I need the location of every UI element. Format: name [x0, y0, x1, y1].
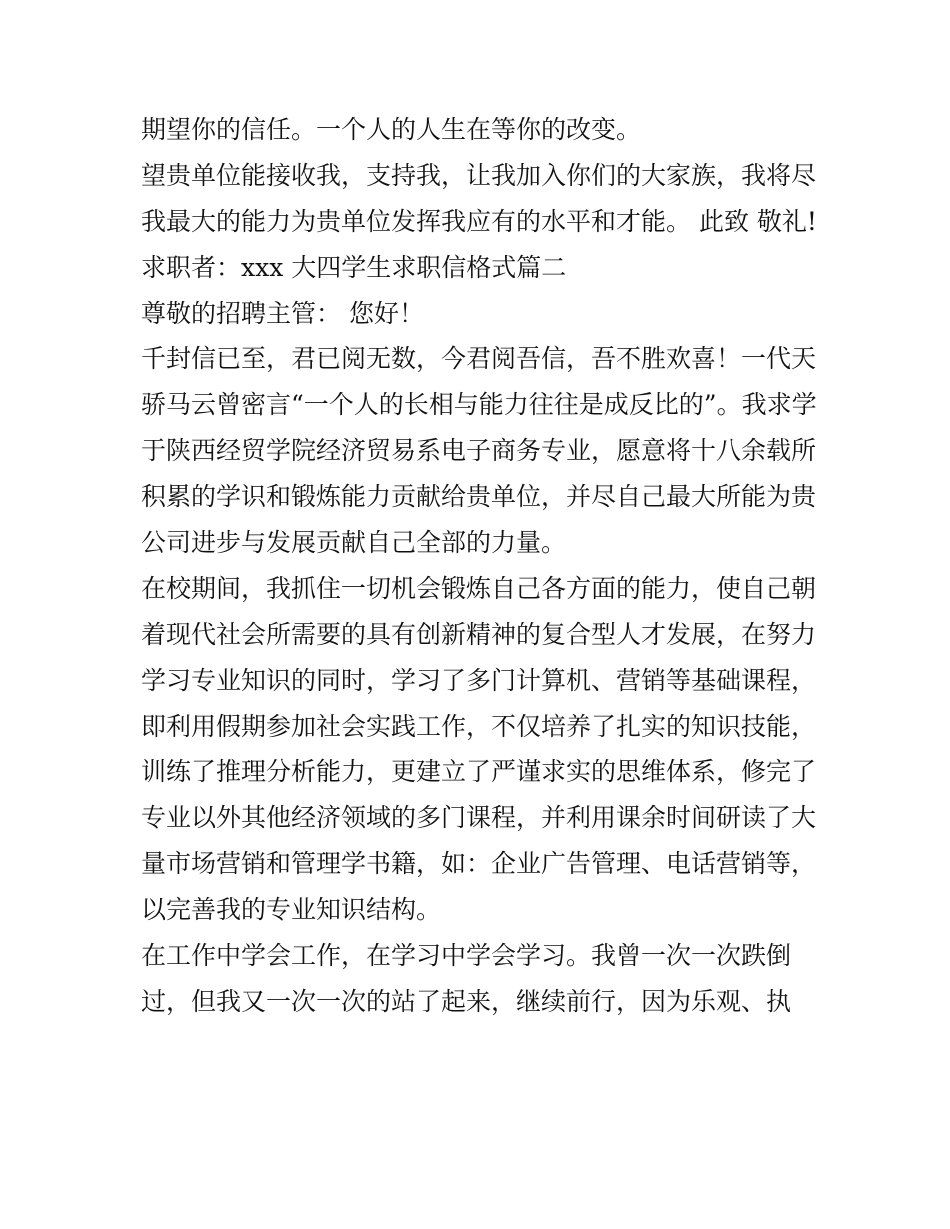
text-line: 期望你的信任。一个人的人生在等你的改变。 — [141, 115, 642, 144]
text-line: 求职者：xxx 大四学生求职信格式篇二 — [141, 252, 567, 282]
text-line: 在校期间，我抓住一切机会锻炼自己各方面的能力，使自己朝 — [141, 573, 817, 603]
text-line: 积累的学识和锻炼能力贡献给贵单位，并尽自己最大所能为贵 — [141, 482, 817, 512]
text-line: 望贵单位能接收我，支持我，让我加入你们的大家族，我将尽 — [141, 160, 817, 190]
text-line: 于陕西经贸学院经济贸易系电子商务专业，愿意将十八余载所 — [141, 436, 817, 466]
text-line: 千封信已至，君已阅无数，今君阅吾信，吾不胜欢喜！一代天 — [141, 344, 817, 374]
text-line: 学习专业知识的同时，学习了多门计算机、营销等基础课程， — [141, 665, 817, 695]
text-line: 着现代社会所需要的具有创新精神的复合型人才发展，在努力 — [141, 619, 817, 649]
text-line: 专业以外其他经济领域的多门课程，并利用课余时间研读了大 — [141, 803, 817, 833]
text-line: 骄马云曾密言“一个人的长相与能力往往是成反比的”。我求学 — [141, 390, 817, 420]
text-line: 公司进步与发展贡献自己全部的力量。 — [141, 528, 567, 558]
document-body — [141, 107, 821, 1025]
text-line: 训练了推理分析能力，更建立了严谨求实的思维体系，修完了 — [141, 757, 817, 787]
text-line: 我最大的能力为贵单位发挥我应有的水平和才能。 此致 敬礼! — [141, 206, 817, 236]
text-line: 量市场营销和管理学书籍，如：企业广告管理、电话营销等， — [141, 849, 817, 879]
text-line: 即利用假期参加社会实践工作，不仅培养了扎实的知识技能， — [141, 711, 817, 741]
text-line: 过，但我又一次一次的站了起来，继续前行，因为乐观、执 — [141, 986, 792, 1016]
text-line: 尊敬的招聘主管： 您好！ — [141, 298, 424, 328]
text-line: 以完善我的专业知识结构。 — [141, 895, 442, 925]
text-line: 在工作中学会工作，在学习中学会学习。我曾一次一次跌倒 — [141, 941, 792, 971]
